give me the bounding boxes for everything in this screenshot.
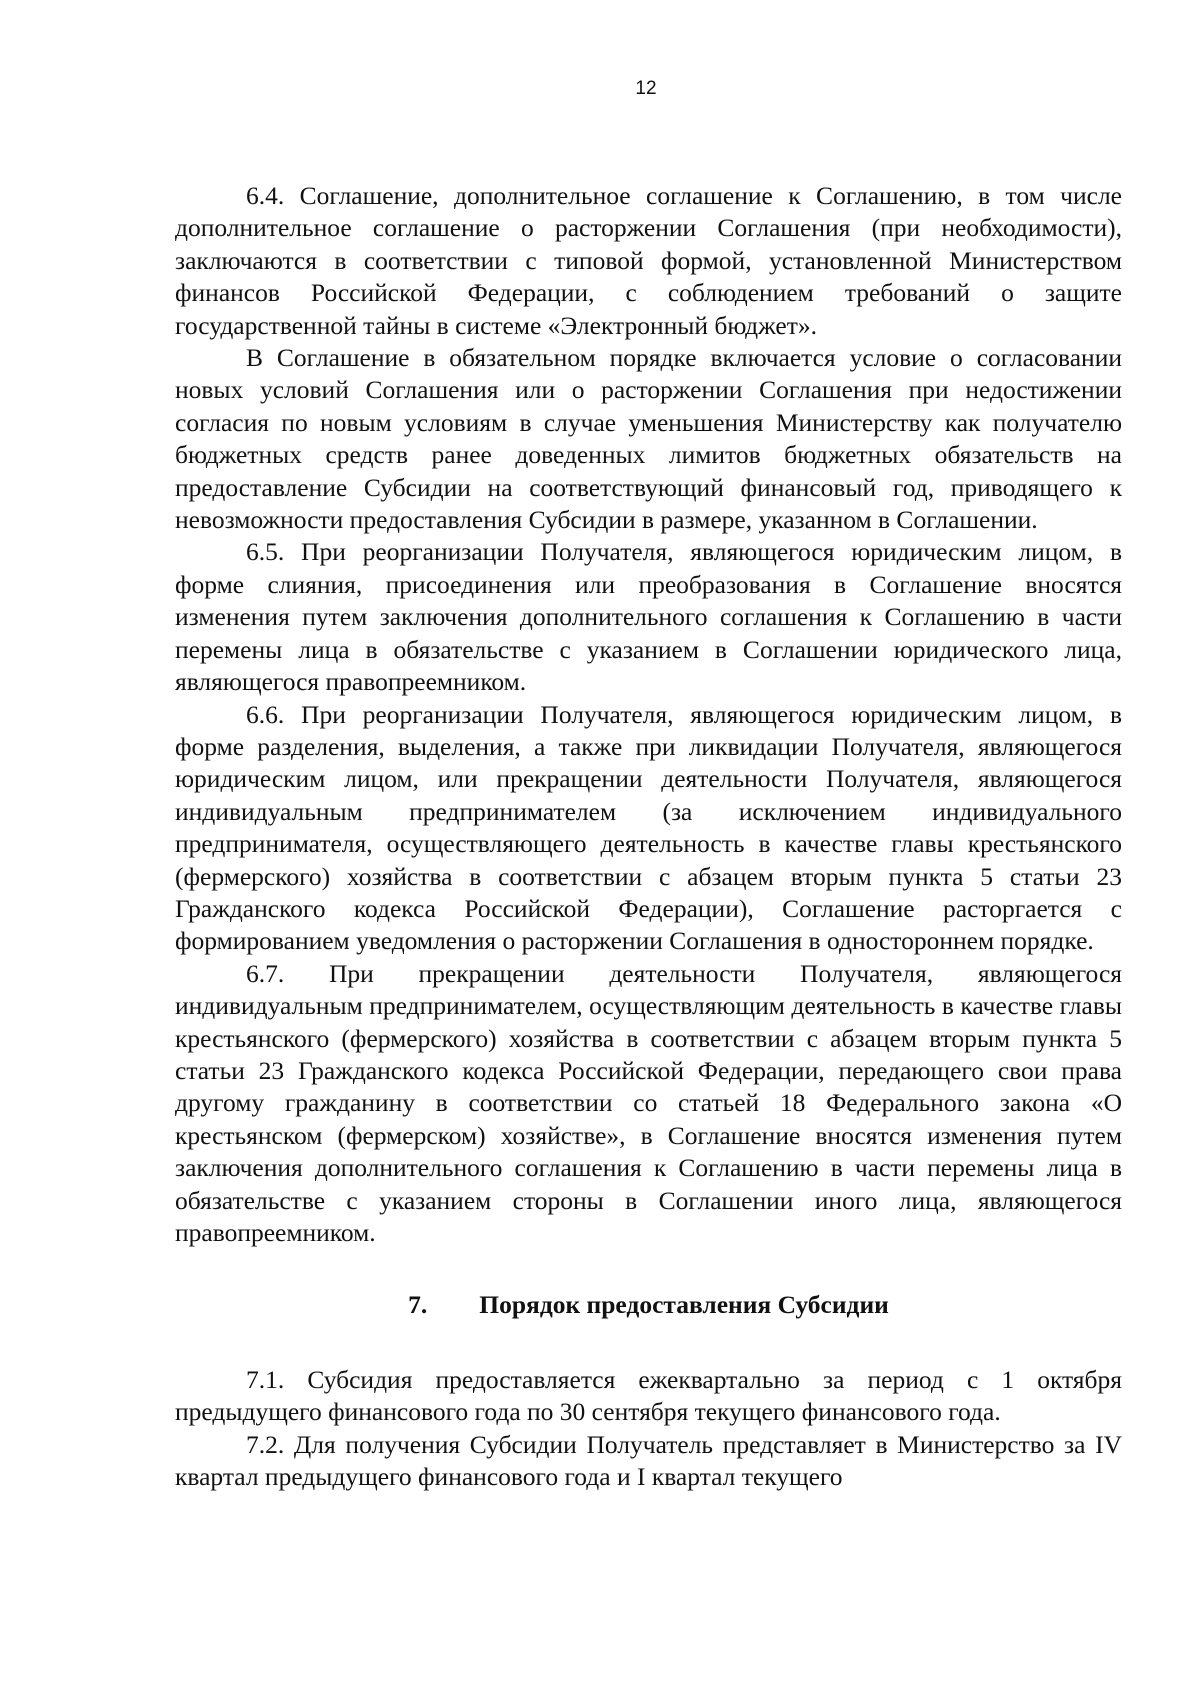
paragraph-6-4: 6.4. Соглашение, дополнительное соглашение к Соглашению, в том числе дополнительное соглашение о расторжении Соглашения (при необходимости), заключаются в соответствии с типовой формой, установленной Министерством финансов Российской Федерации, с соблюдением требований о защите государственной тайны в системе «Электронный бюджет». (175, 181, 1122, 340)
paragraph-6-4-cont: В Соглашение в обязательном порядке включается условие о согласовании новых условий Соглашения или о расторжении Соглашения при недостижении согласия по новым условиям в случае уменьшения Министерству как получателю бюджетных средств ранее доведенных лимитов бюджетных обязательств на предоставление Субсидии на соответствующий финансовый год, приводящего к невозможности предоставления Субсидии в размере, указанном в Соглашении. (175, 343, 1122, 535)
section-number: 7. (408, 1290, 428, 1320)
section-heading (175, 1289, 1122, 1321)
paragraph-6-6: 6.6. При реорганизации Получателя, являющегося юридическим лицом, в форме разделения, выделения, а также при ликвидации Получателя, являющегося юридическим лицом, или прекращении деятельности Получателя, являющегося индивидуальным предпринимателем (за исключением индивидуального предпринимателя, осуществляющего деятельность в качестве главы крестьянского (фермерского) хозяйства в соответствии с абзацем вторым пункта 5 статьи 23 Гражданского кодекса Российской Федерации), Соглашение расторгается с формированием уведомления о расторжении Соглашения в одностороннем порядке. (175, 699, 1122, 956)
paragraph-7-1: 7.1. Субсидия предоставляется ежеквартально за период с 1 октября предыдущего финансового года по 30 сентября текущего финансового года. (175, 1364, 1122, 1427)
paragraph-6-7: 6.7. При прекращении деятельности Получателя, являющегося индивидуальным предпринимателем, осуществляющим деятельность в качестве главы крестьянского (фермерского) хозяйства в соответствии с абзацем вторым пункта 5 статьи 23 Гражданского кодекса Российской Федерации, передающего свои права другому гражданину в соответствии со статьей 18 Федерального закона «О крестьянском (фермерском) хозяйстве», в Соглашение вносятся изменения путем заключения дополнительного соглашения к Соглашению в части перемены лица в обязательстве с указанием стороны в Соглашении иного лица, являющегося правопреемником. (175, 958, 1122, 1247)
page-number: 12 (635, 78, 657, 99)
paragraph-6-5: 6.5. При реорганизации Получателя, являющегося юридическим лицом, в форме слияния, присоединения или преобразования в Соглашение вносятся изменения путем заключения дополнительного соглашения к Соглашению в части перемены лица в обязательстве с указанием в Соглашении юридического лица, являющегося правопреемником. (175, 537, 1122, 697)
section-title: Порядок предоставления Субсидии (479, 1290, 889, 1320)
paragraph-7-2: 7.2. Для получения Субсидии Получатель представляет в Министерство за IV квартал предыдущего финансового года и I квартал текущего (175, 1429, 1122, 1492)
document-body (175, 180, 1122, 1493)
